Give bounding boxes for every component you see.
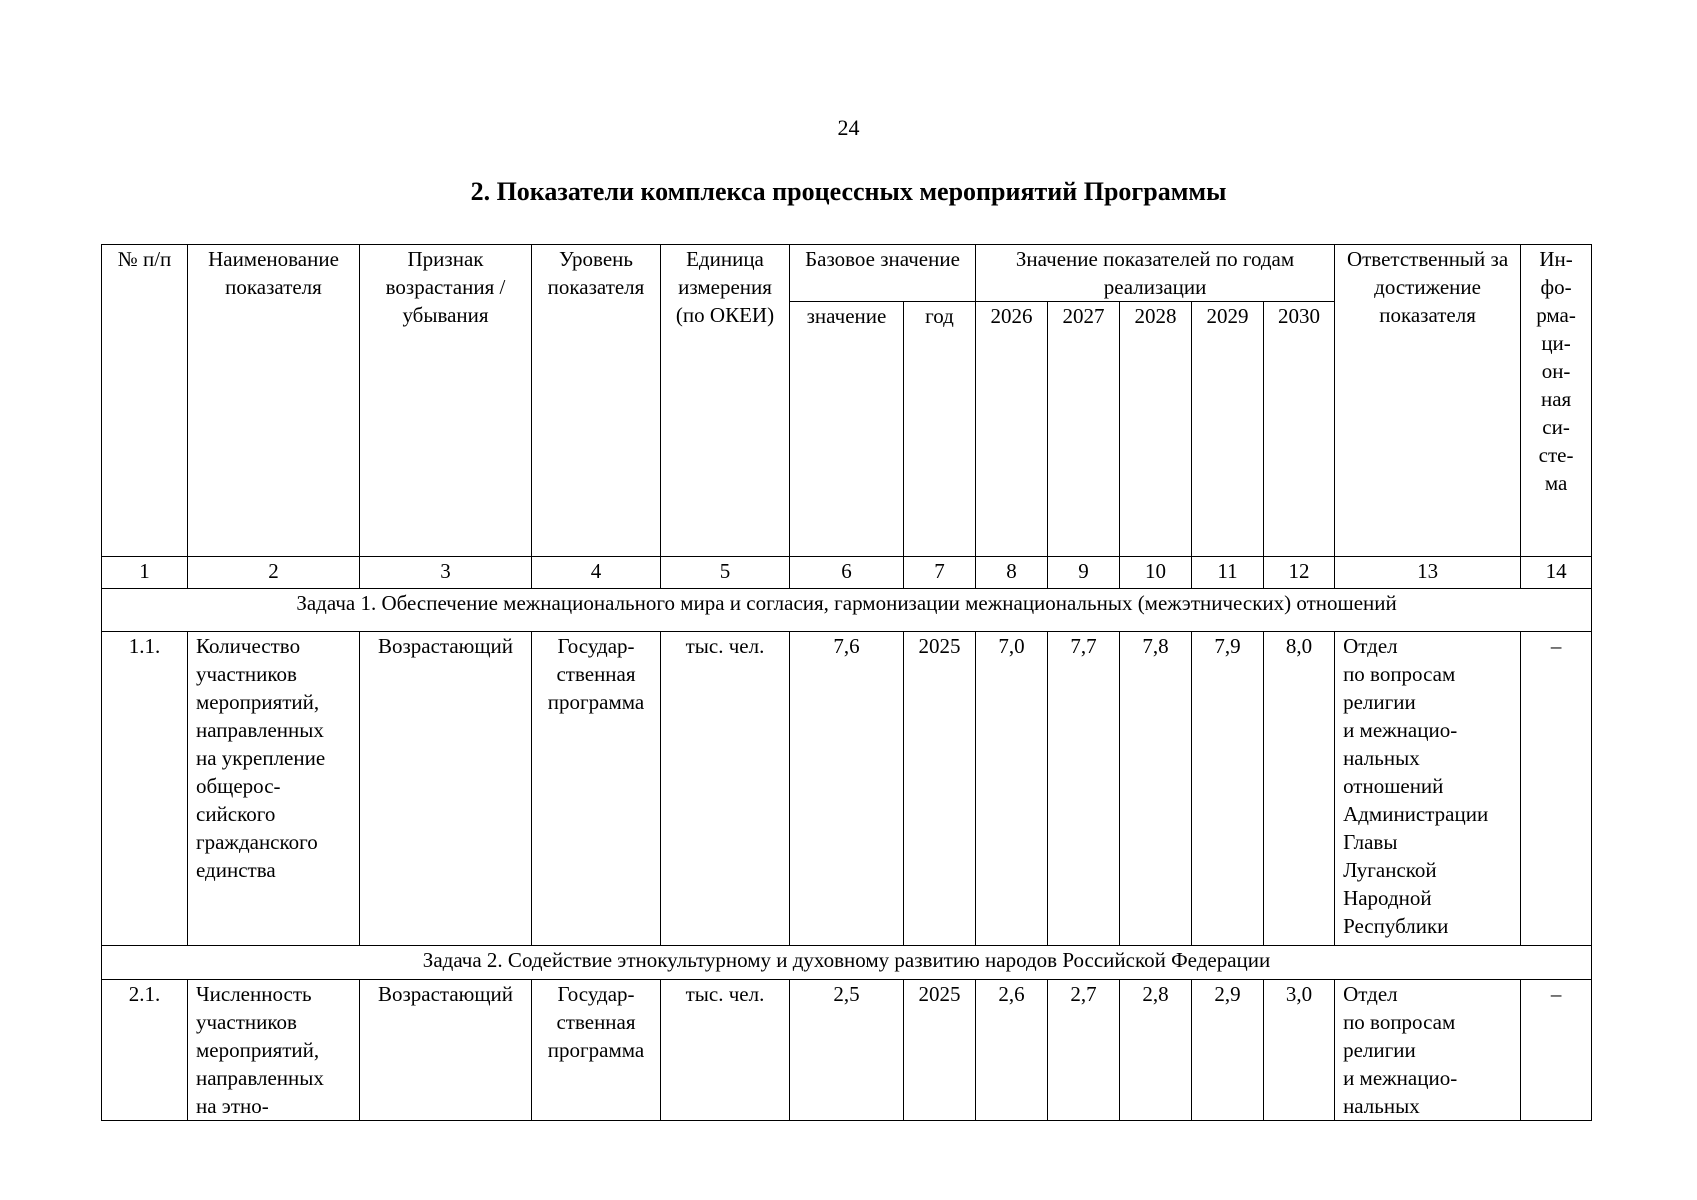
cell-line: участников [196, 1010, 297, 1034]
task-row [102, 589, 1592, 632]
column-number: 8 [976, 557, 1048, 589]
cell-line: направленных [196, 718, 324, 742]
column-number-row [102, 557, 1592, 589]
cell-line: Луганской [1343, 858, 1437, 882]
cell-line: сийского [196, 802, 276, 826]
value-2028: 7,8 [1120, 632, 1192, 946]
indicator-level [532, 980, 661, 1121]
cell-line: Количество [196, 634, 301, 658]
indicator-name [188, 980, 360, 1121]
cell-line: Отдел [1343, 982, 1398, 1006]
indicator-unit: тыс. чел. [661, 980, 790, 1121]
cell-line: Отдел [1343, 634, 1398, 658]
page-number: 24 [837, 115, 860, 140]
cell-line: Республики [1343, 914, 1449, 938]
cell-line: ственная [556, 662, 636, 686]
cell-line: мероприятий, [196, 690, 320, 714]
info-system-header-line: си- [1542, 415, 1570, 439]
indicator-sign: Возрастающий [360, 980, 532, 1121]
header-year-2029: 2029 [1192, 302, 1264, 557]
cell-line: религии [1343, 1038, 1416, 1062]
info-system-header-line: он- [1541, 359, 1571, 383]
header-num: № п/п [102, 245, 188, 557]
header-sign: Признак возрастания / убывания [360, 245, 532, 557]
info-system-header-line: фо- [1540, 275, 1572, 299]
cell-line: единства [196, 858, 276, 882]
cell-line: программа [547, 1038, 645, 1062]
value-2027: 7,7 [1048, 632, 1120, 946]
column-number: 3 [360, 557, 532, 589]
header-unit: Единица измерения (по ОКЕИ) [661, 245, 790, 557]
indicator-name [188, 632, 360, 946]
cell-line: гражданского [196, 830, 318, 854]
column-number: 11 [1192, 557, 1264, 589]
cell-line: Народной [1343, 886, 1432, 910]
info-system-header-line: ци- [1541, 331, 1571, 355]
cell-line: ственная [556, 1010, 636, 1034]
responsible [1335, 980, 1521, 1121]
base-year: 2025 [904, 632, 976, 946]
cell-line: нальных [1343, 746, 1420, 770]
task-row [102, 946, 1592, 980]
value-2030: 3,0 [1264, 980, 1335, 1121]
info-system: – [1521, 980, 1592, 1121]
cell-line: и межнацио- [1343, 718, 1458, 742]
cell-line: программа [547, 690, 645, 714]
info-system-header-line: сте- [1538, 443, 1574, 467]
info-system: – [1521, 632, 1592, 946]
cell-line: и межнацио- [1343, 1066, 1458, 1090]
info-system-header-line: ная [1540, 387, 1572, 411]
cell-line: на этно- [196, 1094, 269, 1118]
header-year-2028: 2028 [1120, 302, 1192, 557]
value-2026: 2,6 [976, 980, 1048, 1121]
table-row [102, 632, 1592, 946]
table-row [102, 980, 1592, 1121]
header-year-2026: 2026 [976, 302, 1048, 557]
info-system-header-line: Ин- [1539, 247, 1573, 271]
value-2026: 7,0 [976, 632, 1048, 946]
document-title: 2. Показатели комплекса процессных мероприятий Программы [470, 177, 1227, 206]
cell-line: Главы [1343, 830, 1398, 854]
value-2029: 7,9 [1192, 632, 1264, 946]
column-number: 10 [1120, 557, 1192, 589]
column-number: 5 [661, 557, 790, 589]
task-title: Задача 1. Обеспечение межнационального мира и согласия, гармонизации межнациональных (межэтнических) отношений [102, 589, 1592, 632]
cell-line: Численность [196, 982, 312, 1006]
column-number: 7 [904, 557, 976, 589]
column-number: 9 [1048, 557, 1120, 589]
cell-line: участников [196, 662, 297, 686]
cell-line: отношений [1343, 774, 1444, 798]
base-value: 2,5 [790, 980, 904, 1121]
info-system-header-line: рма- [1536, 303, 1576, 327]
indicators-table [101, 244, 1592, 1121]
header-info-system [1521, 245, 1592, 557]
column-number: 6 [790, 557, 904, 589]
value-2027: 2,7 [1048, 980, 1120, 1121]
base-value: 7,6 [790, 632, 904, 946]
value-2028: 2,8 [1120, 980, 1192, 1121]
row-num: 1.1. [102, 632, 188, 946]
cell-line: религии [1343, 690, 1416, 714]
column-number: 14 [1521, 557, 1592, 589]
column-number: 12 [1264, 557, 1335, 589]
cell-line: Администрации [1343, 802, 1489, 826]
cell-line: по вопросам [1343, 1010, 1456, 1034]
indicator-level [532, 632, 661, 946]
header-level: Уровень показателя [532, 245, 661, 557]
cell-line: общерос- [196, 774, 281, 798]
value-2030: 8,0 [1264, 632, 1335, 946]
column-number: 1 [102, 557, 188, 589]
indicator-unit: тыс. чел. [661, 632, 790, 946]
responsible [1335, 632, 1521, 946]
cell-line: Государ- [557, 634, 635, 658]
cell-line: мероприятий, [196, 1038, 320, 1062]
indicator-sign: Возрастающий [360, 632, 532, 946]
header-values-by-year: Значение показателей по годам реализации [976, 245, 1335, 302]
column-number: 4 [532, 557, 661, 589]
header-year-2027: 2027 [1048, 302, 1120, 557]
value-2029: 2,9 [1192, 980, 1264, 1121]
cell-line: на укрепление [196, 746, 326, 770]
header-responsible: Ответственный за достижение показателя [1335, 245, 1521, 557]
header-year-2030: 2030 [1264, 302, 1335, 557]
base-year: 2025 [904, 980, 976, 1121]
header-base-year: год [904, 302, 976, 557]
row-num: 2.1. [102, 980, 188, 1121]
cell-line: нальных [1343, 1094, 1420, 1118]
info-system-lines [1525, 245, 1587, 497]
header-name: Наименование показателя [188, 245, 360, 557]
cell-line: по вопросам [1343, 662, 1456, 686]
cell-line: Государ- [557, 982, 635, 1006]
cell-line: направленных [196, 1066, 324, 1090]
column-number: 13 [1335, 557, 1521, 589]
header-base: Базовое значение [790, 245, 976, 302]
info-system-header-line: ма [1544, 471, 1568, 495]
column-number: 2 [188, 557, 360, 589]
task-title: Задача 2. Содействие этнокультурному и духовному развитию народов Российской Федерации [102, 946, 1592, 980]
header-base-value: значение [790, 302, 904, 557]
